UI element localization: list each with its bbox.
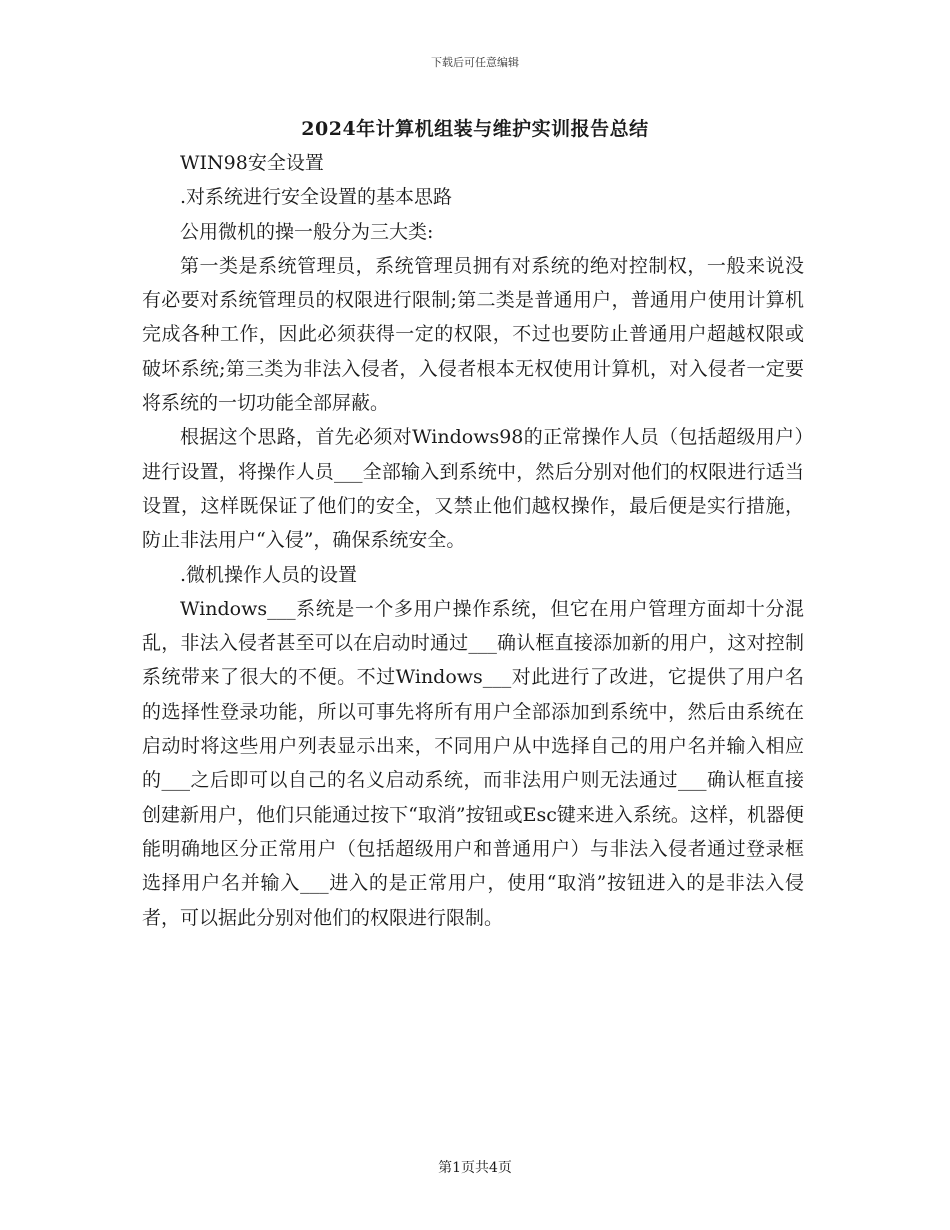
document-body bbox=[142, 146, 804, 935]
paragraph-subheading: .微机操作人员的设置 bbox=[180, 563, 358, 586]
paragraph: 根据这个思路，首先必须对Windows98的正常操作人员（包括超级用户）进行设置，将操作人员___全部输入到系统中，然后分别对他们的权限进行适当设置，这样既保证了他们的安全，又禁止他们越权操作，最后便是实行措施，防止非法用户“入侵”，确保系统安全。 bbox=[142, 426, 804, 552]
paragraph-section-heading: WIN98安全设置 bbox=[180, 152, 324, 174]
paragraph: Windows___系统是一个多用户操作系统，但它在用户管理方面却十分混乱，非法入侵者甚至可以在启动时通过___确认框直接添加新的用户，这对控制系统带来了很大的不便。不过Windows___对此进行了改进，它提供了用户名的选择性登录功能，所以可事先将所有用户全部添加到系统中，然后由系统在启动时将这些用户列表显示出来，不同用户从中选择自己的用户名并输入相应的___之后即可以自己的名义启动系统，而非法用户则无法通过___确认框直接创建新用户，他们只能通过按下“取消”按钮或Esc键来进入系统。这样，机器便能明确地区分正常用户（包括超级用户和普通用户）与非法入侵者通过登录框选择用户名并输入___进入的是正常用户，使用“取消”按钮进入的是非法入侵者，可以据此分别对他们的权限进行限制。 bbox=[142, 597, 804, 929]
paragraph-subheading: .对系统进行安全设置的基本思路 bbox=[180, 186, 453, 209]
page-header-note: 下载后可任意编辑 bbox=[431, 56, 519, 69]
document-title: 2024年计算机组装与维护实训报告总结 bbox=[301, 118, 649, 140]
paragraph: 公用微机的操一般分为三大类: bbox=[180, 220, 434, 243]
paragraph: 第一类是系统管理员，系统管理员拥有对系统的绝对控制权，一般来说没有必要对系统管理员的权限进行限制;第二类是普通用户，普通用户使用计算机完成各种工作，因此必须获得一定的权限，不过也要防止普通用户超越权限或破坏系统;第三类为非法入侵者，入侵者根本无权使用计算机，对入侵者一定要将系统的一切功能全部屏蔽。 bbox=[142, 254, 804, 415]
page-number: 第1页共4页 bbox=[438, 1160, 512, 1176]
